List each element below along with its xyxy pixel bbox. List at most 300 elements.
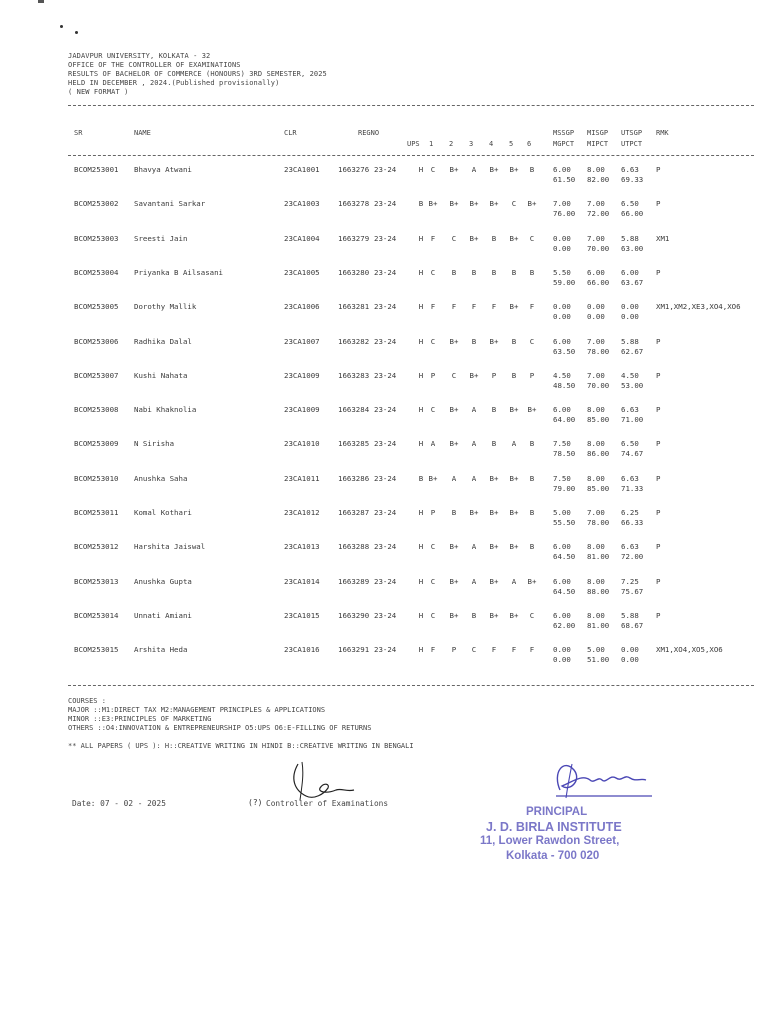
student-name: Savantani Sarkar xyxy=(134,199,206,209)
remark: P xyxy=(656,610,661,620)
session: 23-24 xyxy=(374,233,397,243)
table-row xyxy=(0,508,768,532)
paper-5-grade: B+ xyxy=(509,610,519,620)
paper-1-grade: C xyxy=(430,610,436,620)
registration-number: 1663289 xyxy=(338,576,370,586)
mgpct-value: 64.50 xyxy=(553,586,576,596)
clr-number: 23CA1013 xyxy=(284,542,320,552)
paper-3-grade: A xyxy=(471,542,477,552)
mipct-value: 78.00 xyxy=(587,346,610,356)
table-row xyxy=(0,474,768,498)
registration-number: 1663287 xyxy=(338,508,370,517)
paper-1-grade: C xyxy=(430,267,436,277)
utpct-value: 68.67 xyxy=(621,620,644,630)
table-row xyxy=(0,371,768,395)
scan-speck xyxy=(75,31,78,34)
paper-5-grade: B+ xyxy=(509,508,519,517)
student-name: Unnati Amiani xyxy=(134,610,192,620)
table-row xyxy=(0,405,768,429)
mipct-value: 82.00 xyxy=(587,175,610,184)
paper-1-grade: C xyxy=(430,336,436,346)
paper-4-grade: B xyxy=(491,233,497,243)
remark: P xyxy=(656,199,661,209)
paper-2-grade: B+ xyxy=(449,405,459,415)
paper-5-grade: B xyxy=(511,370,517,380)
scan-speck xyxy=(60,25,63,28)
paper-6-grade: C xyxy=(529,233,535,243)
paper-4-grade: B+ xyxy=(489,165,499,174)
paper-3-grade: F xyxy=(471,302,477,312)
university-name: JADAVPUR UNIVERSITY, KOLKATA - 32 xyxy=(68,52,211,60)
session: 23-24 xyxy=(374,576,397,586)
col-mssgp: MSSGP xyxy=(553,129,575,137)
paper-4-grade: B+ xyxy=(489,610,499,620)
paper-4-grade: B+ xyxy=(489,508,499,517)
ups-code: H xyxy=(418,508,424,517)
utsgp-value: 6.50 xyxy=(621,199,639,209)
clr-number: 23CA1004 xyxy=(284,233,320,243)
principal-title: PRINCIPAL xyxy=(526,806,588,818)
mssgp-value: 6.00 xyxy=(553,576,571,586)
paper-3-grade: A xyxy=(471,439,477,449)
remark: P xyxy=(656,508,661,517)
paper-5-grade: C xyxy=(511,199,517,209)
paper-2-grade: F xyxy=(451,302,457,312)
roll-number: BCOM253012 xyxy=(74,542,119,552)
paper-2-grade: B+ xyxy=(449,165,459,174)
table-row xyxy=(0,268,768,292)
student-name: Sreesti Jain xyxy=(134,233,188,243)
utpct-value: 0.00 xyxy=(621,312,639,322)
student-name: Bhavya Atwani xyxy=(134,165,192,174)
registration-number: 1663290 xyxy=(338,610,370,620)
col-sl: SR xyxy=(74,129,83,137)
controller-signature xyxy=(284,760,364,804)
paper-3-grade: B+ xyxy=(469,370,479,380)
table-row xyxy=(0,234,768,258)
mgpct-value: 79.00 xyxy=(553,483,576,493)
student-name: Harshita Jaiswal xyxy=(134,542,206,552)
roll-number: BCOM253010 xyxy=(74,473,119,483)
col-paper-3: 3 xyxy=(469,140,474,148)
office-name: OFFICE OF THE CONTROLLER OF EXAMINATIONS xyxy=(68,61,241,69)
remark: P xyxy=(656,473,661,483)
utpct-value: 53.00 xyxy=(621,380,644,390)
scan-mark xyxy=(38,0,44,3)
utsgp-value: 5.88 xyxy=(621,336,639,346)
paper-3-grade: C xyxy=(471,645,477,655)
misgp-value: 8.00 xyxy=(587,405,605,415)
paper-4-grade: B+ xyxy=(489,336,499,346)
utpct-value: 63.67 xyxy=(621,277,644,287)
misgp-value: 8.00 xyxy=(587,473,605,483)
principal-stamp-block xyxy=(470,752,660,902)
mgpct-value: 0.00 xyxy=(553,243,571,253)
roll-number: BCOM253013 xyxy=(74,576,119,586)
mssgp-value: 5.50 xyxy=(553,267,571,277)
clr-number: 23CA1001 xyxy=(284,165,320,174)
clr-number: 23CA1005 xyxy=(284,267,320,277)
controller-stamp-mark: (?) xyxy=(248,798,263,807)
paper-4-grade: B+ xyxy=(489,542,499,552)
paper-4-grade: P xyxy=(491,370,497,380)
ups-code: H xyxy=(418,233,424,243)
paper-6-grade: B xyxy=(529,267,535,277)
paper-5-grade: B+ xyxy=(509,302,519,312)
mssgp-value: 7.50 xyxy=(553,439,571,449)
roll-number: BCOM253002 xyxy=(74,199,119,209)
held-in-line: HELD IN DECEMBER , 2024.(Published provisionally) xyxy=(68,79,280,87)
mgpct-value: 76.00 xyxy=(553,209,576,219)
roll-number: BCOM253011 xyxy=(74,508,119,517)
mssgp-value: 6.00 xyxy=(553,405,571,415)
paper-6-grade: B+ xyxy=(527,199,537,209)
utsgp-value: 6.25 xyxy=(621,508,639,517)
mssgp-value: 5.00 xyxy=(553,508,571,517)
paper-6-grade: B+ xyxy=(527,576,537,586)
student-name: N Sirisha xyxy=(134,439,175,449)
mssgp-value: 6.00 xyxy=(553,610,571,620)
col-ups: UPS xyxy=(407,140,420,148)
paper-5-grade: B+ xyxy=(509,233,519,243)
utpct-value: 0.00 xyxy=(621,655,639,665)
mgpct-value: 62.00 xyxy=(553,620,576,630)
registration-number: 1663276 xyxy=(338,165,370,174)
utsgp-value: 4.50 xyxy=(621,370,639,380)
paper-3-grade: A xyxy=(471,165,477,174)
clr-number: 23CA1010 xyxy=(284,439,320,449)
ups-code: B xyxy=(418,473,424,483)
mssgp-value: 0.00 xyxy=(553,233,571,243)
utsgp-value: 0.00 xyxy=(621,645,639,655)
utsgp-value: 0.00 xyxy=(621,302,639,312)
table-row xyxy=(0,645,768,669)
principal-signature xyxy=(512,752,662,807)
utsgp-value: 7.25 xyxy=(621,576,639,586)
paper-5-grade: A xyxy=(511,439,517,449)
ups-code: H xyxy=(418,439,424,449)
utpct-value: 71.00 xyxy=(621,415,644,425)
paper-5-grade: B+ xyxy=(509,405,519,415)
registration-number: 1663282 xyxy=(338,336,370,346)
registration-number: 1663278 xyxy=(338,199,370,209)
mipct-value: 66.00 xyxy=(587,277,610,287)
mgpct-value: 48.50 xyxy=(553,380,576,390)
paper-3-grade: B xyxy=(471,336,477,346)
table-row xyxy=(0,577,768,601)
remark: P xyxy=(656,439,661,449)
mipct-value: 72.00 xyxy=(587,209,610,219)
paper-6-grade: B xyxy=(529,439,535,449)
misgp-value: 6.00 xyxy=(587,267,605,277)
student-name: Dorothy Mallik xyxy=(134,302,197,312)
ups-code: B xyxy=(418,199,424,209)
col-clr: CLR xyxy=(284,129,297,137)
paper-1-grade: F xyxy=(430,645,436,655)
paper-4-grade: F xyxy=(491,645,497,655)
paper-6-grade: B xyxy=(529,508,535,517)
paper-1-grade: P xyxy=(430,370,436,380)
utsgp-value: 5.88 xyxy=(621,610,639,620)
roll-number: BCOM253006 xyxy=(74,336,119,346)
mipct-value: 85.00 xyxy=(587,483,610,493)
roll-number: BCOM253004 xyxy=(74,267,119,277)
paper-2-grade: B+ xyxy=(449,610,459,620)
session: 23-24 xyxy=(374,405,397,415)
col-paper-5: 5 xyxy=(509,140,514,148)
paper-2-grade: B+ xyxy=(449,542,459,552)
utpct-value: 66.33 xyxy=(621,518,644,527)
paper-5-grade: A xyxy=(511,576,517,586)
paper-2-grade: B+ xyxy=(449,439,459,449)
mipct-value: 0.00 xyxy=(587,312,605,322)
remark: XM1,XM2,XE3,XO4,XO6 xyxy=(656,302,741,312)
registration-number: 1663285 xyxy=(338,439,370,449)
remark: P xyxy=(656,370,661,380)
table-row xyxy=(0,542,768,566)
col-mpct: MGPCT xyxy=(553,140,575,148)
roll-number: BCOM253001 xyxy=(74,165,119,174)
utsgp-value: 6.63 xyxy=(621,165,639,174)
col-misgp: MISGP xyxy=(587,129,609,137)
paper-6-grade: B xyxy=(529,473,535,483)
utpct-value: 63.00 xyxy=(621,243,644,253)
mgpct-value: 64.50 xyxy=(553,552,576,562)
table-end-divider xyxy=(68,685,754,686)
mssgp-value: 0.00 xyxy=(553,645,571,655)
registration-number: 1663286 xyxy=(338,473,370,483)
utpct-value: 69.33 xyxy=(621,175,644,184)
session: 23-24 xyxy=(374,165,397,174)
paper-2-grade: B+ xyxy=(449,199,459,209)
utsgp-value: 6.00 xyxy=(621,267,639,277)
misgp-value: 7.00 xyxy=(587,508,605,517)
session: 23-24 xyxy=(374,302,397,312)
courses-major: MAJOR ::M1:DIRECT TAX M2:MANAGEMENT PRINCIPLES & APPLICATIONS xyxy=(68,706,326,714)
ups-code: H xyxy=(418,370,424,380)
institute-address-line2: Kolkata - 700 020 xyxy=(506,850,600,862)
session: 23-24 xyxy=(374,610,397,620)
remark: XM1 xyxy=(656,233,670,243)
mgpct-value: 0.00 xyxy=(553,312,571,322)
ups-code: H xyxy=(418,165,424,174)
paper-2-grade: B+ xyxy=(449,336,459,346)
mipct-value: 86.00 xyxy=(587,449,610,459)
col-name: NAME xyxy=(134,129,151,137)
ups-code: H xyxy=(418,542,424,552)
ups-code: H xyxy=(418,610,424,620)
utsgp-value: 6.63 xyxy=(621,542,639,552)
issue-date: Date: 07 - 02 - 2025 xyxy=(72,799,166,808)
student-name: Radhika Dalal xyxy=(134,336,192,346)
mgpct-value: 55.50 xyxy=(553,518,576,527)
paper-3-grade: B+ xyxy=(469,233,479,243)
clr-number: 23CA1007 xyxy=(284,336,320,346)
clr-number: 23CA1011 xyxy=(284,473,320,483)
ups-code: H xyxy=(418,267,424,277)
paper-6-grade: B+ xyxy=(527,405,537,415)
paper-3-grade: B xyxy=(471,267,477,277)
mssgp-value: 7.00 xyxy=(553,199,571,209)
paper-3-grade: B xyxy=(471,610,477,620)
paper-6-grade: C xyxy=(529,610,535,620)
ups-code: H xyxy=(418,405,424,415)
mipct-value: 81.00 xyxy=(587,552,610,562)
mipct-value: 70.00 xyxy=(587,380,610,390)
registration-number: 1663284 xyxy=(338,405,370,415)
clr-number: 23CA1012 xyxy=(284,508,320,517)
remark: P xyxy=(656,165,661,174)
mipct-value: 51.00 xyxy=(587,655,610,665)
student-name: Priyanka B Ailsasani xyxy=(134,267,223,277)
controller-label: Controller of Examinations xyxy=(266,799,389,808)
paper-5-grade: F xyxy=(511,645,517,655)
col-mipct: MIPCT xyxy=(587,140,609,148)
paper-2-grade: A xyxy=(451,473,457,483)
table-row xyxy=(0,165,768,189)
roll-number: BCOM253007 xyxy=(74,370,119,380)
registration-number: 1663291 xyxy=(338,645,370,655)
utpct-value: 62.67 xyxy=(621,346,644,356)
ups-code: H xyxy=(418,302,424,312)
table-row xyxy=(0,302,768,326)
institute-name: J. D. BIRLA INSTITUTE xyxy=(486,820,622,834)
col-rmk: RMK xyxy=(656,129,669,137)
paper-5-grade: B+ xyxy=(509,542,519,552)
misgp-value: 8.00 xyxy=(587,576,605,586)
mipct-value: 81.00 xyxy=(587,620,610,630)
roll-number: BCOM253003 xyxy=(74,233,119,243)
format-line: ( NEW FORMAT ) xyxy=(68,88,129,96)
paper-3-grade: A xyxy=(471,576,477,586)
courses-minor: MINOR ::E3:PRINCIPLES OF MARKETING xyxy=(68,715,212,723)
paper-5-grade: B xyxy=(511,336,517,346)
roll-number: BCOM253008 xyxy=(74,405,119,415)
paper-6-grade: B xyxy=(529,165,535,174)
misgp-value: 7.00 xyxy=(587,370,605,380)
paper-2-grade: P xyxy=(451,645,457,655)
remark: P xyxy=(656,542,661,552)
courses-others: OTHERS ::O4:INNOVATION & ENTREPRENEURSHIP O5:UPS O6:E-FILLING OF RETURNS xyxy=(68,724,372,732)
remark: P xyxy=(656,267,661,277)
session: 23-24 xyxy=(374,645,397,655)
courses-title: COURSES : xyxy=(68,697,106,705)
paper-3-grade: B+ xyxy=(469,199,479,209)
paper-1-grade: B+ xyxy=(428,473,438,483)
utpct-value: 72.00 xyxy=(621,552,644,562)
clr-number: 23CA1009 xyxy=(284,405,320,415)
session: 23-24 xyxy=(374,199,397,209)
mgpct-value: 0.00 xyxy=(553,655,571,665)
paper-4-grade: B xyxy=(491,405,497,415)
paper-6-grade: B xyxy=(529,542,535,552)
misgp-value: 5.00 xyxy=(587,645,605,655)
paper-5-grade: B xyxy=(511,267,517,277)
session: 23-24 xyxy=(374,542,397,552)
courses-ups-note: ** ALL PAPERS ( UPS ): H::CREATIVE WRITING IN HINDI B::CREATIVE WRITING IN BENGALI xyxy=(68,742,414,750)
session: 23-24 xyxy=(374,267,397,277)
registration-number: 1663281 xyxy=(338,302,370,312)
misgp-value: 0.00 xyxy=(587,302,605,312)
mssgp-value: 6.00 xyxy=(553,542,571,552)
misgp-value: 8.00 xyxy=(587,165,605,174)
clr-number: 23CA1006 xyxy=(284,302,320,312)
clr-number: 23CA1009 xyxy=(284,370,320,380)
roll-number: BCOM253015 xyxy=(74,645,119,655)
utpct-value: 74.67 xyxy=(621,449,644,459)
paper-3-grade: A xyxy=(471,405,477,415)
paper-1-grade: C xyxy=(430,542,436,552)
mgpct-value: 78.50 xyxy=(553,449,576,459)
paper-4-grade: B xyxy=(491,439,497,449)
col-utsgp: UTSGP xyxy=(621,129,643,137)
paper-4-grade: B+ xyxy=(489,199,499,209)
mipct-value: 70.00 xyxy=(587,243,610,253)
paper-2-grade: C xyxy=(451,233,457,243)
mssgp-value: 7.50 xyxy=(553,473,571,483)
remark: P xyxy=(656,405,661,415)
mgpct-value: 64.00 xyxy=(553,415,576,425)
roll-number: BCOM253014 xyxy=(74,610,119,620)
ups-code: H xyxy=(418,645,424,655)
misgp-value: 7.00 xyxy=(587,336,605,346)
misgp-value: 8.00 xyxy=(587,542,605,552)
mssgp-value: 6.00 xyxy=(553,165,571,174)
session: 23-24 xyxy=(374,370,397,380)
roll-number: BCOM253005 xyxy=(74,302,119,312)
session: 23-24 xyxy=(374,336,397,346)
paper-2-grade: C xyxy=(451,370,457,380)
institute-address-line1: 11, Lower Rawdon Street, xyxy=(480,835,620,847)
mgpct-value: 59.00 xyxy=(553,277,576,287)
col-paper-2: 2 xyxy=(449,140,454,148)
student-name: Anushka Gupta xyxy=(134,576,192,586)
clr-number: 23CA1003 xyxy=(284,199,320,209)
col-paper-6: 6 xyxy=(527,140,532,148)
misgp-value: 7.00 xyxy=(587,199,605,209)
ups-code: H xyxy=(418,576,424,586)
misgp-value: 8.00 xyxy=(587,439,605,449)
mgpct-value: 63.50 xyxy=(553,346,576,356)
ups-code: H xyxy=(418,336,424,346)
remark: XM1,XO4,XO5,XO6 xyxy=(656,645,723,655)
paper-2-grade: B xyxy=(451,267,457,277)
utsgp-value: 6.63 xyxy=(621,405,639,415)
roll-number: BCOM253009 xyxy=(74,439,119,449)
paper-1-grade: F xyxy=(430,233,436,243)
student-name: Arshita Heda xyxy=(134,645,188,655)
paper-5-grade: B+ xyxy=(509,473,519,483)
paper-6-grade: C xyxy=(529,336,535,346)
paper-4-grade: B+ xyxy=(489,473,499,483)
session: 23-24 xyxy=(374,439,397,449)
utsgp-value: 6.50 xyxy=(621,439,639,449)
table-row xyxy=(0,199,768,223)
col-paper-4: 4 xyxy=(489,140,494,148)
mssgp-value: 6.00 xyxy=(553,336,571,346)
table-row xyxy=(0,337,768,361)
controller-signature-block xyxy=(248,760,418,820)
table-row xyxy=(0,439,768,463)
column-divider xyxy=(68,155,754,156)
paper-1-grade: B+ xyxy=(428,199,438,209)
mipct-value: 78.00 xyxy=(587,518,610,527)
remark: P xyxy=(656,576,661,586)
utpct-value: 71.33 xyxy=(621,483,644,493)
student-name: Kushi Nahata xyxy=(134,370,188,380)
paper-1-grade: P xyxy=(430,508,436,517)
mssgp-value: 4.50 xyxy=(553,370,571,380)
